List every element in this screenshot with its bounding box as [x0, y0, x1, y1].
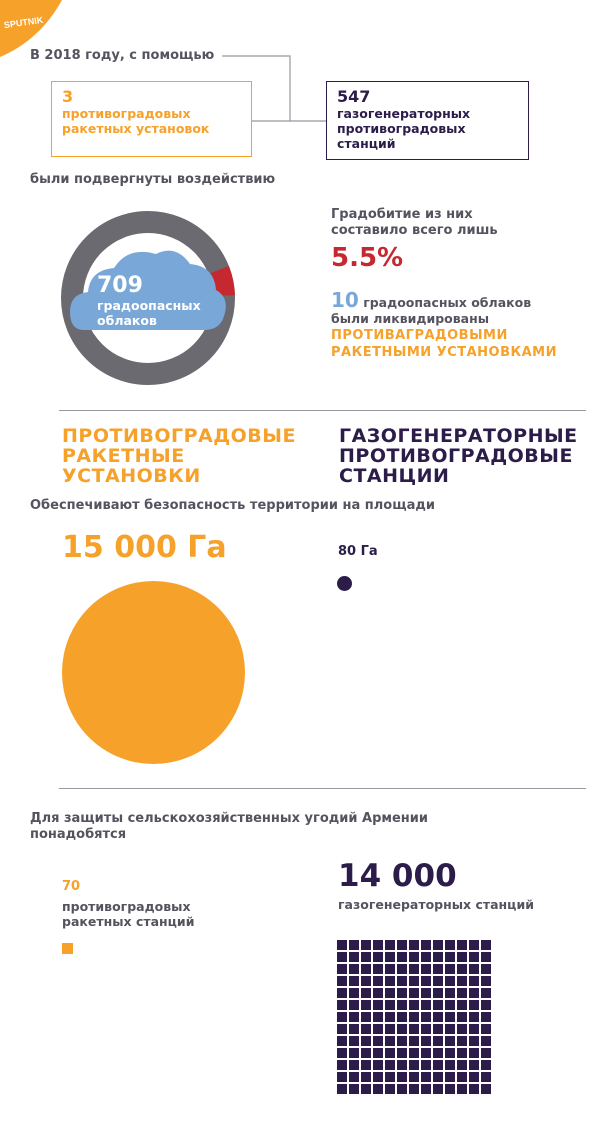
needed-rocket-label: противоградовых ракетных станций	[62, 899, 195, 929]
rocket-count: 3	[62, 87, 74, 106]
hail-label: Градобитие из них составило всего лишь	[331, 207, 498, 238]
needed-rocket-square	[62, 943, 73, 954]
liquidated-text: градоопасных облаков были ликвидированы	[331, 295, 532, 326]
needed-gas-count: 14 000	[338, 858, 457, 894]
gas-area-circle	[337, 576, 352, 591]
liquidated-caps: ПРОТИВАГРАДОВЫМИ РАКЕТНЫМИ УСТАНОВКАМИ	[331, 328, 557, 360]
rocket-area: 15 000 Га	[62, 530, 227, 565]
liquidated-block	[331, 288, 571, 361]
needed-gas-label: газогенераторных станций	[338, 897, 534, 912]
cloud-count: 709	[97, 273, 143, 298]
affected-text: были подвергнуты воздействию	[30, 172, 276, 187]
gas-title: ГАЗОГЕНЕРАТОРНЫЕ ПРОТИВОГРАДОВЫЕ СТАНЦИИ	[339, 425, 578, 487]
rocket-count-box	[51, 81, 252, 157]
gas-count-box	[326, 81, 529, 160]
rocket-area-circle	[62, 581, 245, 764]
intro-text: В 2018 году, с помощью	[30, 48, 215, 63]
security-text: Обеспечивают безопасность территории на площади	[30, 498, 435, 513]
rocket-title: ПРОТИВОГРАДОВЫЕ РАКЕТНЫЕ УСТАНОВКИ	[62, 425, 296, 487]
rocket-count-label: противоградовых ракетных установок	[62, 106, 210, 136]
protect-text: Для защиты сельскохозяйственных угодий Армении понадобятся	[30, 811, 429, 842]
divider	[59, 788, 586, 789]
hail-percent: 5.5%	[331, 243, 404, 273]
needed-gas-grid	[337, 940, 493, 1096]
divider	[59, 410, 586, 411]
cloud-label: градоопасных облаков	[97, 298, 201, 328]
liquidated-count: 10	[331, 288, 359, 312]
gas-area: 80 Га	[338, 544, 378, 559]
donut-hail-share	[219, 270, 224, 296]
logo-text: SPUTNIK	[3, 14, 44, 31]
needed-rocket-count: 70	[62, 879, 81, 894]
gas-count-label: газогенераторных противоградовых станций	[337, 106, 471, 151]
gas-count: 547	[337, 87, 371, 106]
